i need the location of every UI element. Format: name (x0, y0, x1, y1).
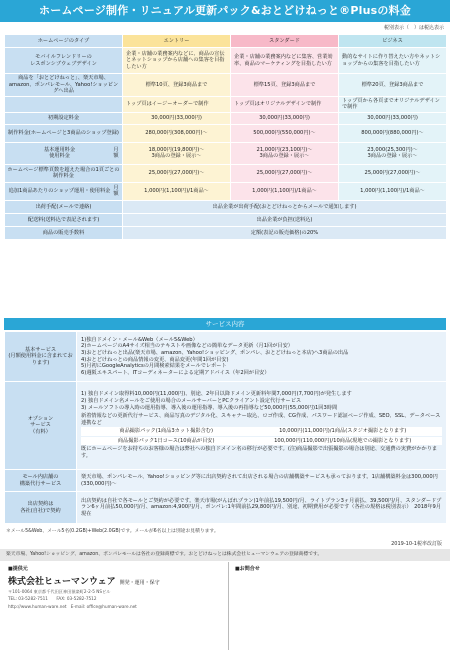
price-cell-std: 21,000円(23,100円)～ 3商品の登録・展示～ (231, 142, 339, 164)
price-span-row (5, 200, 447, 213)
col-header-business: ビジネス (339, 35, 447, 48)
service-label-direct: 出店契約は 各社(自社)で契約 (5, 492, 77, 524)
price-row-label-wrap (7, 75, 120, 95)
price-cell-entry: 1,000円(1,100円)/1商品～ (123, 182, 231, 200)
price-cell-std: 25,000円(27,000円)～ (231, 164, 339, 182)
price-row-label (5, 112, 123, 124)
service-row-option (5, 382, 447, 470)
photo-pack-price: 10,000円(11,000円)/1商品(スタジオ撮影となります) (279, 428, 407, 435)
service-label-option: オプション サービス （有料） (5, 382, 77, 470)
price-span-value: 出品企業が出荷手配(おとどけねっとからメールで通知します) (123, 200, 447, 213)
col-header-entry: エントリー (123, 35, 231, 48)
basic-service-item: 5)月初にGoogleAnalyticsの月間検索結果をメールでレポート (81, 363, 227, 370)
price-cell-std: 企業・店舗の業務案内などに集客、営業効率、商品のマーケティングを目指したい方 (231, 48, 339, 74)
price-span-label: 出荷手配(メールで連絡) (5, 200, 123, 213)
service-row-basic (5, 332, 447, 382)
service-option-body (77, 382, 447, 470)
photo-pack-row (81, 437, 442, 446)
price-span-row (5, 226, 447, 239)
option-paragraph: 新着情報などの更新代行サービス、商品写真のデジタル化、スキャナー取込、ロゴ作成、CG作成、パスワード認証ページ作成、SEO、SSL、データベース連携など (81, 413, 441, 426)
price-row-label-text: モバイルフレンドリーの レスポンシブウェブデザイン (30, 53, 97, 67)
company-name: 株式会社ヒューマンウェア 開発・運用・保守 (8, 577, 160, 587)
price-cell-std: 30,000円(33,000円) (231, 112, 339, 124)
price-row-label-text: 初期設定料金 (47, 115, 80, 122)
price-cell-entry: 30,000円(33,000円) (123, 112, 231, 124)
col-header-standard: スタンダード (231, 35, 339, 48)
price-row (5, 48, 447, 74)
service-row-direct (5, 492, 447, 524)
price-cell-biz: 25,000円(27,000円)～ (339, 164, 447, 182)
price-row-unit: 月額 (113, 146, 119, 160)
price-row-label-wrap (7, 54, 120, 67)
price-row (5, 96, 447, 112)
price-row (5, 112, 447, 124)
photo-pack-row (81, 427, 442, 436)
company-web[interactable]: http://www.human-ware.net E-mail: office@human-ware.net (8, 603, 137, 609)
basic-service-item: 3)おとどけねっと出品(楽天市場、amazon、Yahoo!ショッピング、ポンパレ、おとどけねっと本店)へ3商品の出品 (81, 349, 349, 356)
price-cell-std: 500,000円(550,000円)～ (231, 124, 339, 142)
service-section-header (4, 318, 446, 330)
photo-pack-name: 商品撮影パック1日コース(10商品が目安) (117, 437, 215, 444)
service-mall-text: 楽天市場、ポンパレモール、Yahoo!ショッピング等に出店契約されて出店される場合の店舗構築サービスも承っております。1店舗構築料金は300,000円(330,000円)～ (77, 470, 447, 492)
basic-service-item: 2)ホームページのA4サイズ相当のテキストや画像などの簡単なデータ更新（月1回が目安） (81, 343, 293, 350)
price-row-label (5, 142, 123, 164)
price-cell-biz: 23,000(25,300円)～ 3商品の登録・展示～ (339, 142, 447, 164)
price-cell-entry: 280,000円(308,000円)～ (123, 124, 231, 142)
vendor-tag: ■提供元 (8, 566, 28, 572)
price-cell-biz: 30,000円(33,000円) (339, 112, 447, 124)
price-row-label-wrap (7, 185, 120, 198)
price-row (5, 74, 447, 97)
page-title: ホームページ制作・リニュアル更新パック&おとどけねっと®Plusの料金 (39, 4, 411, 17)
price-row-unit: 月額 (113, 184, 119, 198)
trademark-notice: 楽天市場、Yahoo!ショッピング、amazon、ポンパレモールは各社の登録商標です。おとどけねっとは株式会社ヒューマンウェアの登録商標です。 (0, 549, 450, 561)
basic-service-item: 6)週阪エキスパート、ITコーディネーターによる定期アドバイス（年2回が目安） (81, 369, 270, 376)
price-cell-entry: 18,000円(19,800円)～ 3商品の登録・展示～ (123, 142, 231, 164)
footnote: ＊メール5&Web、メール5名(0.2GB)+Web(2.0GB)です。メールが6名以上は別途お見積ります。 (6, 529, 219, 534)
price-row-label (5, 124, 123, 142)
price-span-row (5, 213, 447, 226)
option-service-item: 2) 独自ドメイン名メールをご使用の場合のメールサーバーとPCクライアント設定代行サービス (81, 397, 302, 404)
price-row-label (5, 96, 123, 112)
vendor-block (0, 562, 225, 650)
service-label-mall: モール内店舗の 構築代行サービス (5, 470, 77, 492)
option-service-item: 3) メールソフトの導入時の運用指導、導入後の運用指導、導入後の再指導など50,000円(55,000円)1回3時間 (81, 404, 338, 411)
service-table (4, 331, 447, 524)
page-title-banner (0, 0, 450, 22)
price-table (4, 34, 447, 240)
service-title: サービス内容 (205, 320, 245, 328)
service-row-mall (5, 470, 447, 492)
col-header-type: ホームページのタイプ (5, 35, 123, 48)
option-service-item: 1) 独自ドメイン取得料10,000円(11,000円)、別途、2年目以降ドメイン更新料年間7,000円(7,700円)が発生します (81, 391, 352, 398)
price-row-label-wrap (7, 167, 120, 180)
service-direct-text: 出店契約は自社で各モールとご契約が必要です。楽天市場(がんばれプラン)1年前払19,500円/月、ライトプラン3ヶ月前払、39,500円/月、スタンダードプラン6ヶ月前払50,000円/月、amazon:4,900円/月、ポンパレ:1年間前払29,800円/月、別途、初期費用が必要です（各社の規格は税別表示） 2018年9月現在 (77, 492, 447, 524)
price-row-label-text: ホームページ標準頁数を超えた場合の1頁ごとの制作料金 (7, 166, 120, 180)
price-span-label: 商品の販売手数料 (5, 226, 123, 239)
price-span-value: 出品企業が負担(送料込) (123, 213, 447, 226)
price-cell-std: 1,000円(1,100円)/1商品～ (231, 182, 339, 200)
price-row-label-wrap (7, 115, 120, 122)
price-cell-entry: トップ頁はイージーオーダーで制作 (123, 96, 231, 112)
price-row-label (5, 48, 123, 74)
price-cell-biz: トップ頁から各頁までオリジナルデザインで制作 (339, 96, 447, 112)
service-basic-list (77, 332, 447, 382)
photo-pack-name: 商品撮影パック(1商品3カット撮影含む) (119, 428, 213, 435)
price-row-label-text: 追加1商品あたりのショップ運用・使用料金 (8, 188, 111, 195)
price-cell-biz: 標準20頁、登録3商品まで (339, 74, 447, 97)
company-phone: TEL: 03-5282-7511 FAX: 03-5282-7512 (8, 596, 97, 602)
price-row-label (5, 164, 123, 182)
price-span-value: 定額(表記の販売価格)の20% (123, 226, 447, 239)
price-row (5, 142, 447, 164)
price-span-label: 配送料(送料込で表記されます) (5, 213, 123, 226)
price-row-label (5, 74, 123, 97)
price-cell-entry: 標準10頁、登録3商品まで (123, 74, 231, 97)
price-row-label-text: 基本運用料金 使用料金 (43, 146, 76, 160)
service-label-basic: 基本サービス (月額使用料金に含まれております) (5, 332, 77, 382)
photo-pack-price: 100,000円(110,000円)/10商品(現地での撮影となります) (274, 437, 412, 444)
price-cell-biz: 動的なサイトに作り替えたい方やネットショップからの集客を目指したい方 (339, 48, 447, 74)
option-tail: 既にホームページをお持ちのお客様の場合は弊社への独自ドメイン名の移行が必要です。(注)商品撮影で出張撮影の場合は別途、交通費の実費がかかります。 (81, 446, 438, 460)
price-row-label-wrap (7, 130, 120, 137)
price-row (5, 164, 447, 182)
basic-service-item: 1)独自ドメイン・メール&Web（メール5&Web） (81, 336, 198, 343)
tax-note: 税別表示（ ）は税込表示 (383, 25, 444, 31)
price-cell-biz: 800,000円(880,000円)～ (339, 124, 447, 142)
inquiry-tag: ■お問合せ (235, 566, 260, 572)
company-address: 〒101-0064 東京都千代田区神田猿楽町2-2-5 NSビル (8, 589, 111, 594)
price-cell-std: トップ頁はオリジナルデザインで制作 (231, 96, 339, 112)
price-row-label-text: 商品を「おとどけねっと」、楽天市場、amazon、ポンパレモール、Yahoo!ショッピングへ出品 (8, 75, 119, 95)
basic-service-item: 4)おとどけねっとの商品情報の変更、商品変更(年間1回が目安) (81, 356, 229, 363)
price-table-header (5, 35, 447, 48)
price-cell-biz: 1,000円(1,100円)/1商品～ (339, 182, 447, 200)
company-roles: 開発・運用・保守 (119, 580, 160, 586)
revision-date: 2019-10-1税率改訂版 (391, 541, 442, 547)
price-row-label-wrap (7, 147, 120, 160)
price-cell-std: 標準15頁、登録3商品まで (231, 74, 339, 97)
inquiry-block (228, 562, 450, 650)
price-row-label-text: 制作料金(ホームページと3商品のショップ登録) (8, 130, 119, 137)
price-row (5, 124, 447, 142)
price-row-label (5, 182, 123, 200)
price-cell-entry: 企業・店舗の業務案内などに、商品の宣伝とネットショップから店舗への集客を目指したい方 (123, 48, 231, 74)
price-cell-entry: 25,000円(27,000円)～ (123, 164, 231, 182)
price-row (5, 182, 447, 200)
